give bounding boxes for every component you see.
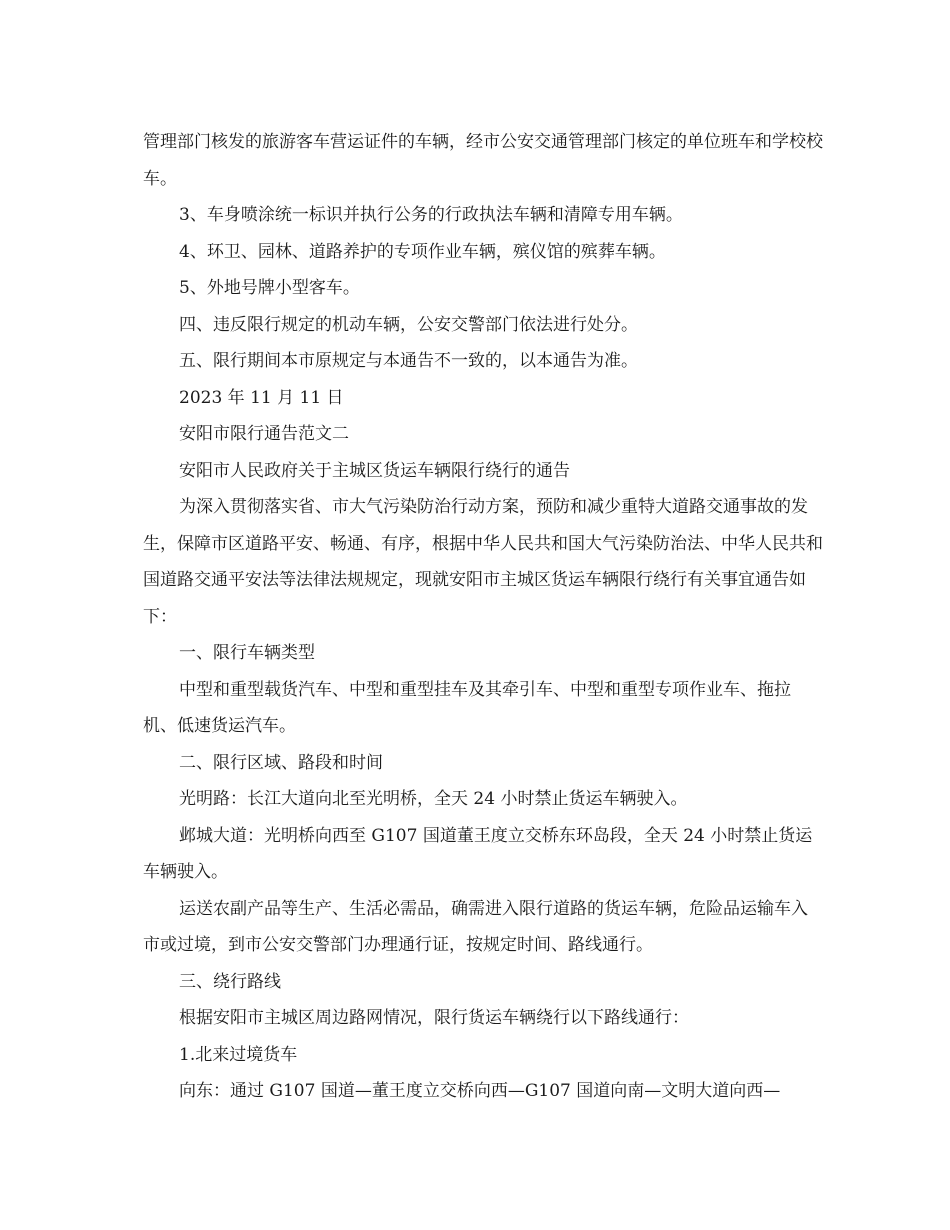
subsection-heading: 1.北来过境货车 [179, 1044, 298, 1065]
section-heading: 三、绕行路线 [179, 971, 281, 992]
paragraph: 光明路：长江大道向北至光明桥，全天 24 小时禁止货运车辆驶入。 [179, 789, 688, 809]
paragraph: 4、环卫、园林、道路养护的专项作业车辆，殡仪馆的殡葬车辆。 [179, 241, 666, 262]
paragraph: 运送农副产品等生产、生活必需品，确需进入限行道路的货运车辆，危险品运输车入市或过境，到市公安交警部门办理通行证，按规定时间、路线通行。 [143, 898, 808, 955]
section-heading: 一、限行车辆类型 [179, 643, 315, 663]
paragraph: 向东：通过 G107 国道—董王度立交桥向西—G107 国道向南—文明大道向西— [179, 1081, 781, 1101]
paragraph: 中型和重型载货汽车、中型和重型挂车及其牵引车、中型和重型专项作业车、拖拉机、低速货运汽车。 [143, 679, 791, 736]
document-body [143, 124, 823, 1110]
paragraph: 管理部门核发的旅游客车营运证件的车辆，经市公安交通管理部门核定的单位班车和学校校车。 [143, 132, 823, 189]
paragraph: 四、违反限行规定的机动车辆，公安交警部门依法进行处分。 [179, 314, 638, 335]
section-title: 安阳市限行通告范文二 [179, 424, 349, 444]
paragraph: 根据安阳市主城区周边路网情况，限行货运车辆绕行以下路线通行： [179, 1008, 689, 1028]
date-line: 2023 年 11 月 11 日 [179, 387, 344, 408]
section-heading: 二、限行区域、路段和时间 [179, 752, 383, 773]
notice-title: 安阳市人民政府关于主城区货运车辆限行绕行的通告 [179, 460, 570, 481]
paragraph: 五、限行期间本市原规定与本通告不一致的，以本通告为准。 [179, 351, 638, 371]
paragraph: 为深入贯彻落实省、市大气污染防治行动方案，预防和减少重特大道路交通事故的发生，保障市区道路平安、畅通、有序，根据中华人民共和国大气污染防治法、中华人民共和国道路交通平安法等法律法规规定，现就安阳市主城区货运车辆限行绕行有关事宜通告如下： [143, 497, 823, 627]
paragraph: 5、外地号牌小型客车。 [179, 278, 360, 298]
paragraph: 3、车身喷涂统一标识并执行公务的行政执法车辆和清障专用车辆。 [179, 205, 683, 225]
paragraph: 邺城大道：光明桥向西至 G107 国道董王度立交桥东环岛段，全天 24 小时禁止货运车辆驶入。 [143, 825, 813, 882]
